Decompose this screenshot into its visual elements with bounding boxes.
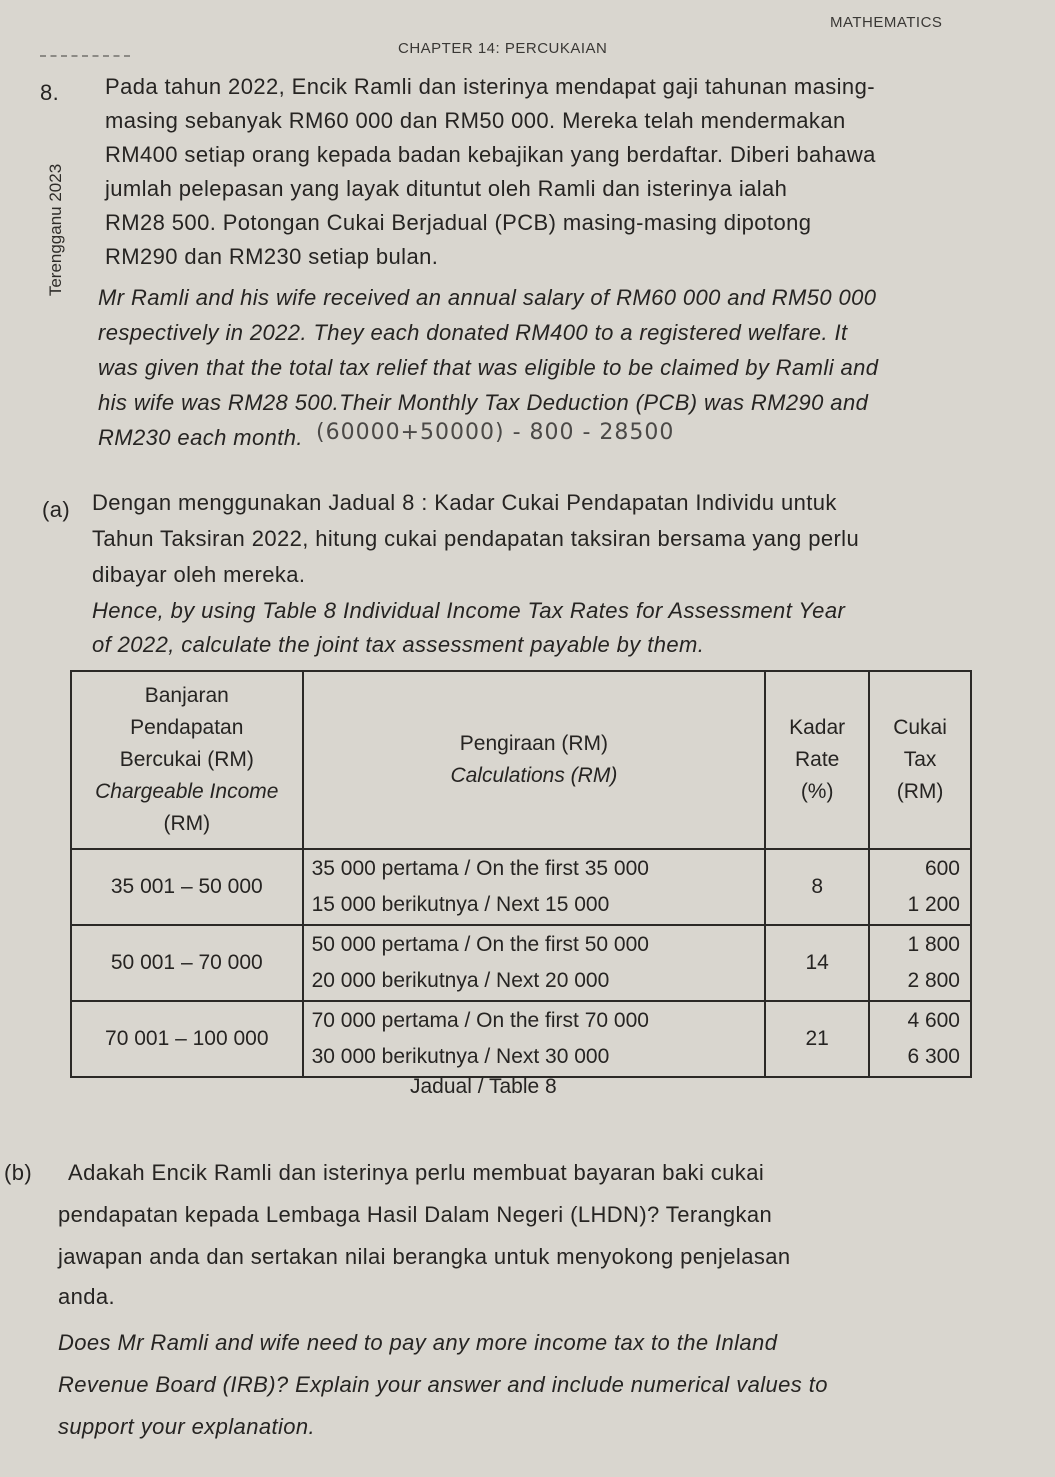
side-source-text: Terengganu 2023 [46,163,65,297]
tax-value: 600 [924,857,960,880]
handwritten-working: (60000+50000) - 800 - 28500 [316,420,675,445]
part-b-malay-line: anda. [58,1284,116,1309]
rate-cell: 8 [765,849,869,925]
side-source-label [36,135,76,325]
part-a-malay-line: Tahun Taksiran 2022, hitung cukai pendapatan taksiran bersama yang perlu [92,526,860,551]
header-text: Kadar [789,716,846,739]
header-text: Cukai [893,716,947,739]
header-tax [869,671,971,849]
header-text: Bercukai (RM) [119,748,254,771]
header-text: (RM) [896,780,944,803]
question-english-line: Mr Ramli and his wife received an annual salary of RM60 000 and RM50 000 [98,285,877,310]
table-row [71,849,971,925]
rate-cell: 14 [765,925,869,1001]
tax-cell [869,925,971,1001]
table-row [71,925,971,1001]
part-a-label: (a) [42,497,71,522]
header-text: Banjaran [144,684,229,707]
question-english-line: was given that the total tax relief that was eligible to be claimed by Ramli and [98,355,879,380]
calculation-line: 20 000 berikutnya / Next 20 000 [311,969,610,992]
header-text: Tax [903,748,937,771]
header-rate [765,671,869,849]
part-a-malay-line: dibayar oleh mereka. [92,562,306,587]
income-range-cell: 50 001 – 70 000 [71,925,303,1001]
part-a-malay-line: Dengan menggunakan Jadual 8 : Kadar Cukai Pendapatan Individu untuk [92,490,837,515]
tax-cell [869,1001,971,1077]
table-row [71,1001,971,1077]
income-tax-rate-table [70,670,972,1078]
header-text: Rate [794,748,840,771]
table-header-row [71,671,971,849]
calculation-line: 30 000 berikutnya / Next 30 000 [311,1045,610,1068]
part-a-english-line: of 2022, calculate the joint tax assessment payable by them. [92,632,705,657]
question-number: 8. [40,80,60,105]
question-malay-line: RM400 setiap orang kepada badan kebajikan yang berdaftar. Diberi bahawa [105,142,876,167]
header-text: (RM) [163,812,211,835]
header-text: (%) [800,780,834,803]
part-b-label: (b) [4,1160,33,1185]
rate-cell: 21 [765,1001,869,1077]
chapter-header: CHAPTER 14: PERCUKAIAN [398,40,608,57]
income-range-cell: 35 001 – 50 000 [71,849,303,925]
part-b-malay-line: pendapatan kepada Lembaga Hasil Dalam Negeri (LHDN)? Terangkan [58,1202,773,1227]
part-a-english-line: Hence, by using Table 8 Individual Income Tax Rates for Assessment Year [92,598,846,623]
calculation-line: 15 000 berikutnya / Next 15 000 [311,893,610,916]
subject-header: MATHEMATICS [830,14,943,31]
question-malay-line: RM28 500. Potongan Cukai Berjadual (PCB) masing-masing dipotong [105,210,812,235]
table-caption: Jadual / Table 8 [410,1075,557,1098]
income-range-cell: 70 001 – 100 000 [71,1001,303,1077]
question-malay-line: jumlah pelepasan yang layak dituntut oleh Ramli dan isterinya ialah [105,176,788,201]
header-text: Pengiraan (RM) [459,732,609,755]
header-text: Pendapatan [130,716,244,739]
part-b-english-line: Does Mr Ramli and wife need to pay any more income tax to the Inland [58,1330,778,1355]
part-b-english-line: Revenue Board (IRB)? Explain your answer and include numerical values to [58,1372,828,1397]
tax-value: 1 200 [907,893,960,916]
question-english-line: respectively in 2022. They each donated RM400 to a registered welfare. It [98,320,848,345]
header-calculations [303,671,766,849]
tax-value: 1 800 [907,933,960,956]
question-english-line: RM230 each month. [98,425,303,450]
calculation-cell [303,1001,766,1077]
tax-cell [869,849,971,925]
tax-value: 2 800 [907,969,960,992]
question-english-line: his wife was RM28 500.Their Monthly Tax Deduction (PCB) was RM290 and [98,390,869,415]
part-b-malay-line: jawapan anda dan sertakan nilai berangka untuk menyokong penjelasan [58,1244,791,1269]
question-malay-line: masing sebanyak RM60 000 dan RM50 000. Mereka telah mendermakan [105,108,846,133]
calculation-cell [303,849,766,925]
tax-value: 6 300 [907,1045,960,1068]
header-dash-line [40,55,130,57]
part-b-english-line: support your explanation. [58,1414,316,1439]
part-b-malay-line: Adakah Encik Ramli dan isterinya perlu membuat bayaran baki cukai [68,1160,765,1185]
header-text: Calculations (RM) [450,764,618,787]
header-text: Chargeable Income [95,780,279,803]
calculation-cell [303,925,766,1001]
calculation-line: 35 000 pertama / On the first 35 000 [311,857,649,880]
question-malay-line: RM290 dan RM230 setiap bulan. [105,244,439,269]
calculation-line: 50 000 pertama / On the first 50 000 [311,933,649,956]
tax-value: 4 600 [907,1009,960,1032]
header-chargeable-income [71,671,303,849]
question-malay-line: Pada tahun 2022, Encik Ramli dan isterinya mendapat gaji tahunan masing- [105,74,875,99]
calculation-line: 70 000 pertama / On the first 70 000 [311,1009,649,1032]
